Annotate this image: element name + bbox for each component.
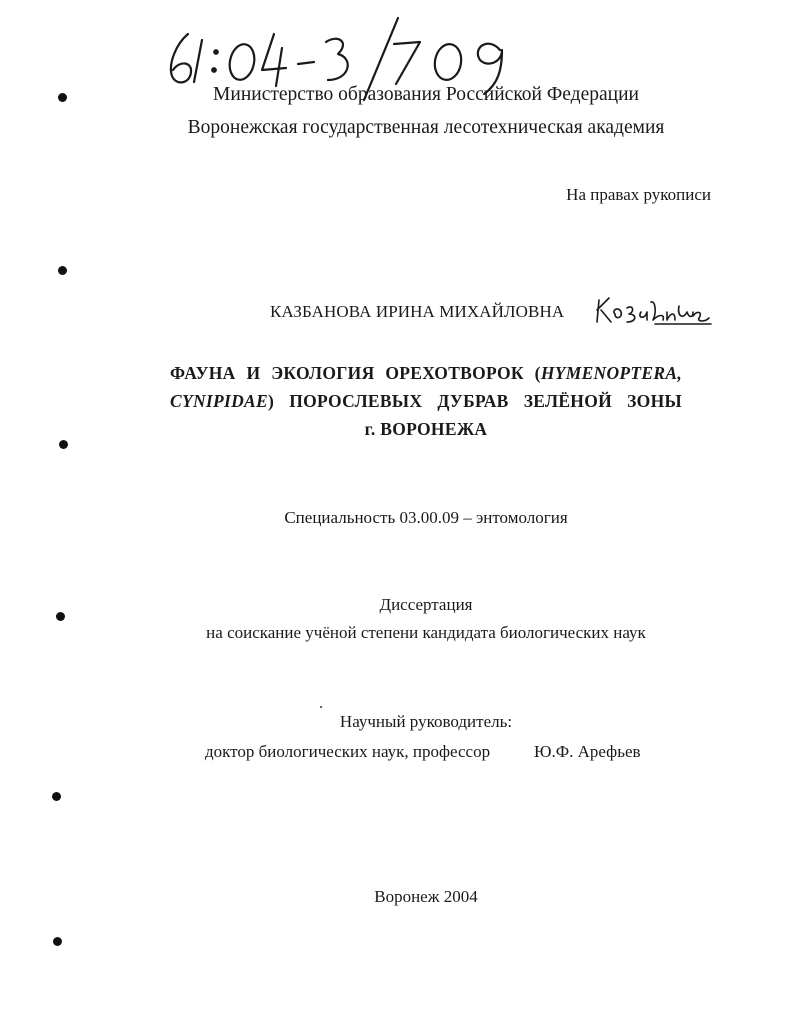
academy-line: Воронежская государственная лесотехническая академия <box>187 117 665 138</box>
scan-speck <box>320 706 322 708</box>
author-name: КАЗБАНОВА ИРИНА МИХАЙЛОВНА <box>270 302 565 321</box>
title-line-1 <box>170 359 682 387</box>
punch-hole-mark <box>59 440 68 449</box>
title-line-2-latin: CYNIPIDAE <box>170 391 268 411</box>
dissertation-title <box>170 359 682 443</box>
dissertation-label: Диссертация <box>379 595 473 614</box>
specialty-line: Специальность 03.00.09 – энтомология <box>284 508 568 527</box>
title-line-1-latin: HYMENOPTERA, <box>540 363 682 383</box>
supervisor-rank: доктор биологических наук, профессор <box>205 742 491 761</box>
rights-note: На правах рукописи <box>566 185 711 204</box>
supervisor-name: Ю.Ф. Арефьев <box>534 742 641 761</box>
title-line-1-text: ФАУНА И ЭКОЛОГИЯ ОРЕХОТВОРОК ( <box>170 363 541 383</box>
title-line-3: г. ВОРОНЕЖА <box>364 419 488 439</box>
supervisor-label: Научный руководитель: <box>339 712 513 731</box>
author-signature <box>593 292 713 330</box>
punch-hole-mark <box>53 937 62 946</box>
degree-line: на соискание учёной степени кандидата биологических наук <box>206 623 646 642</box>
ministry-line: Министерство образования Российской Федерации <box>213 84 639 105</box>
punch-hole-mark <box>52 792 61 801</box>
city-year: Воронеж 2004 <box>374 887 478 906</box>
title-line-2 <box>170 387 682 415</box>
title-line-2-text: ) ПОРОСЛЕВЫХ ДУБРАВ ЗЕЛЁНОЙ ЗОНЫ <box>268 391 682 411</box>
punch-hole-mark <box>58 266 67 275</box>
